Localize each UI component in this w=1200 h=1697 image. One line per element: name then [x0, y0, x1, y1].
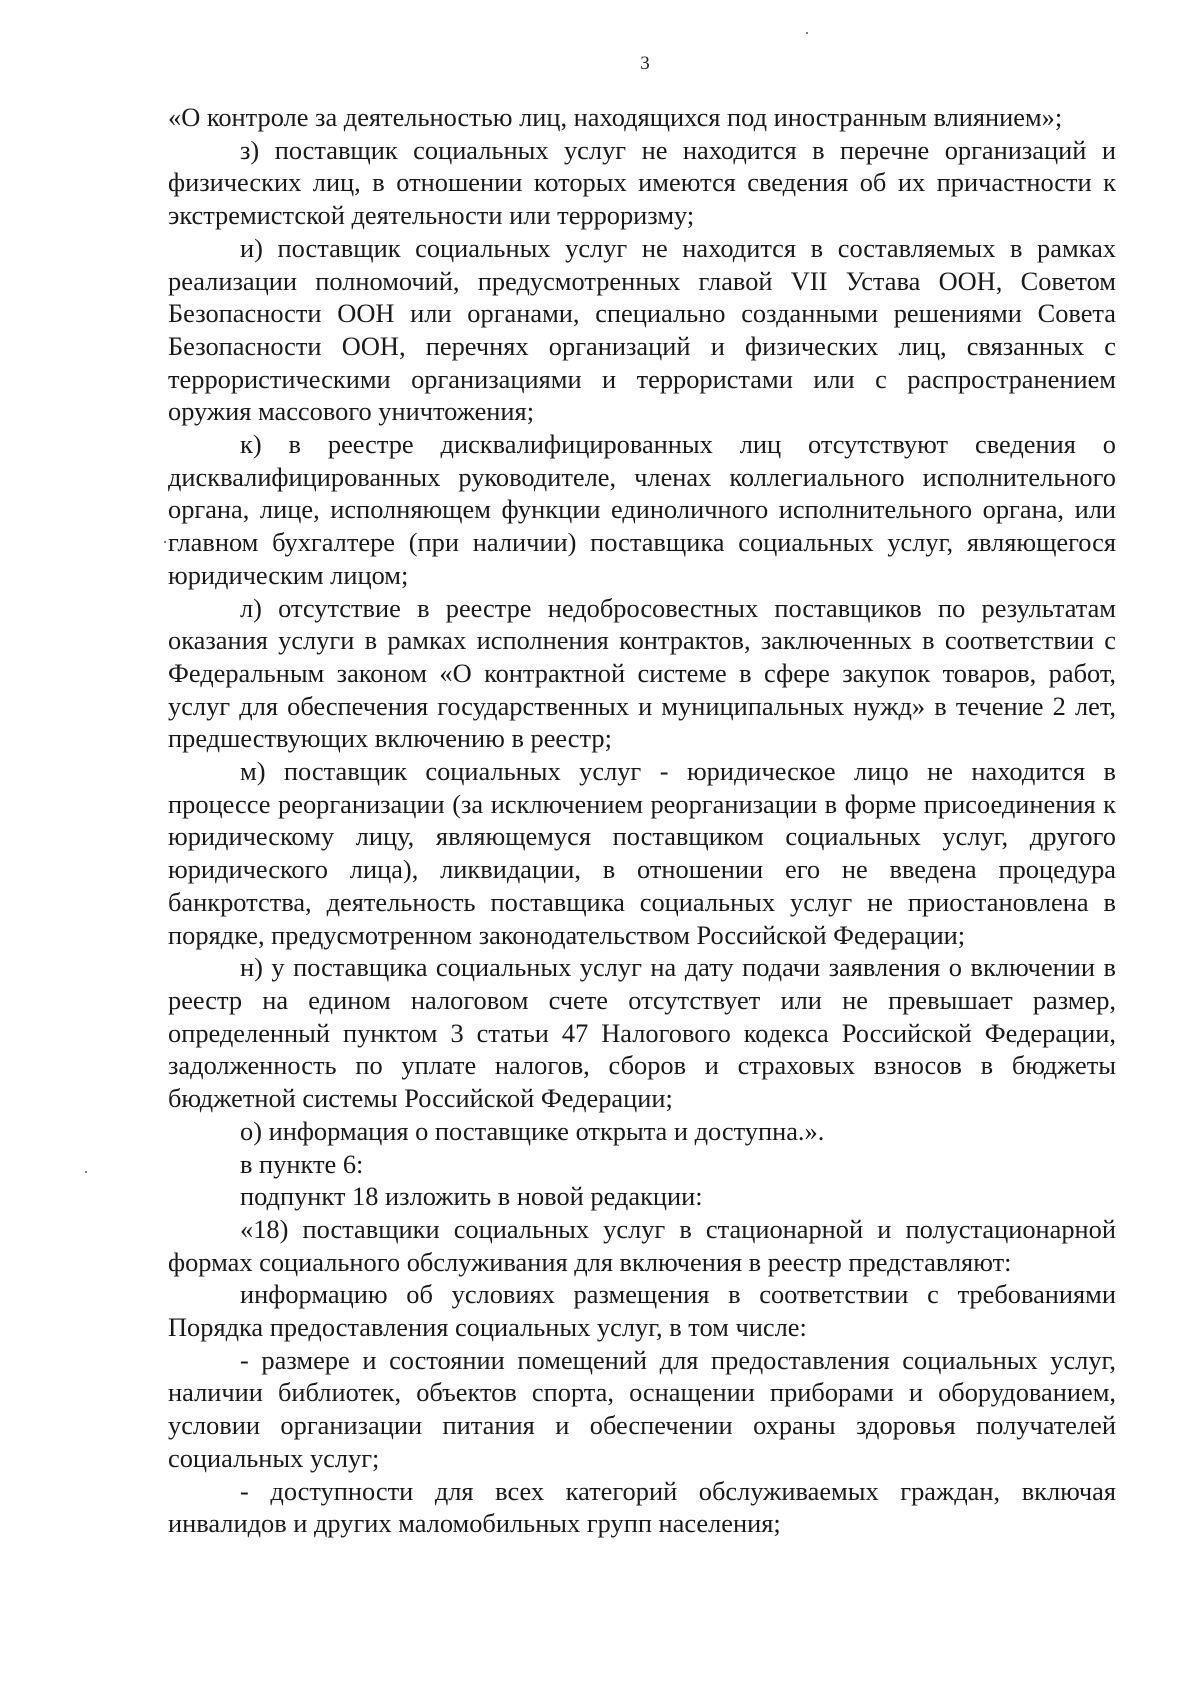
paragraph-item-z: з) поставщик социальных услуг не находится в перечне организаций и физических лиц, в отношении которых имеются сведения об их причастности к экстремистской деятельности или терроризму; — [168, 134, 1116, 231]
scan-speck — [85, 1171, 87, 1173]
paragraph-new-18: «18) поставщики социальных услуг в стационарной и полустационарной формах социального обслуживания для включения в реестр представляют: — [168, 1213, 1116, 1277]
scan-speck — [164, 541, 166, 543]
paragraph-item-m: м) поставщик социальных услуг - юридическое лицо не находится в процессе реорганизации (за исключением реорганизации в форме присоединения к юридическому лицу, являющемуся поставщиком социальных услуг, другого юридического лица), ликвидации, в отношении его не введена процедура банкротства, деятельность поставщика социальных услуг не приостановлена в порядке, предусмотренном законодательством Российской Федерации; — [168, 756, 1116, 950]
paragraph-item-k: к) в реестре дисквалифицированных лиц отсутствуют сведения о дисквалифицированных руководителе, членах коллегиального исполнительного органа, лице, исполняющем функции единоличного исполнительного органа, или главном бухгалтере (при наличии) поставщика социальных услуг, являющегося юридическим лицом; — [168, 429, 1116, 590]
paragraph-subpoint-18: подпункт 18 изложить в новой редакции: — [240, 1181, 703, 1212]
paragraph-item-o: о) информация о поставщике открыта и доступна.». — [240, 1115, 825, 1146]
paragraph-item-l: л) отсутствие в реестре недобросовестных поставщиков по результатам оказания услуги в рамках исполнения контрактов, заключенных в соответствии с Федеральным законом «О контрактной системе в сфере закупок товаров, работ, услуг для обеспечения государственных и муниципальных нужд» в течение 2 лет, предшествующих включению в реестр; — [168, 592, 1116, 754]
paragraph-item-n: н) у поставщика социальных услуг на дату подачи заявления о включении в реестр на едином налоговом счете отсутствует или не превышает размер, определенный пунктом 3 статьи 47 Налогового кодекса Российской Федерации, задолженность по уплате налогов, сборов и страховых взносов в бюджеты бюджетной системы Российской Федерации; — [168, 952, 1116, 1114]
document-body — [168, 101, 1116, 1540]
paragraph-dash-premises: - размере и состоянии помещений для предоставления социальных услуг, наличии библиотек, объектов спорта, оснащении приборами и оборудованием, условии организации питания и обеспечении охраны здоровья получателей социальных услуг; — [168, 1344, 1116, 1473]
scan-speck — [806, 32, 808, 34]
paragraph-item-i: и) поставщик социальных услуг не находится в составляемых в рамках реализации полномочий, предусмотренных главой VII Устава ООН, Советом Безопасности ООН или органами, специально созданными решениями Совета Безопасности ООН, перечнях организаций и физических лиц, связанных с террористическими организациями и террористами или с распространением оружия массового уничтожения; — [168, 232, 1116, 427]
page-number: 3 — [640, 53, 650, 74]
paragraph-continuation: «О контроле за деятельностью лиц, находящихся под иностранным влиянием»; — [168, 102, 1063, 132]
paragraph-point-6: в пункте 6: — [240, 1148, 364, 1179]
paragraph-placement-info: информацию об условиях размещения в соответствии с требованиями Порядка предоставления социальных услуг, в том числе: — [168, 1279, 1116, 1343]
paragraph-dash-accessibility: - доступности для всех категорий обслуживаемых граждан, включая инвалидов и других маломобильных групп населения; — [168, 1475, 1116, 1539]
